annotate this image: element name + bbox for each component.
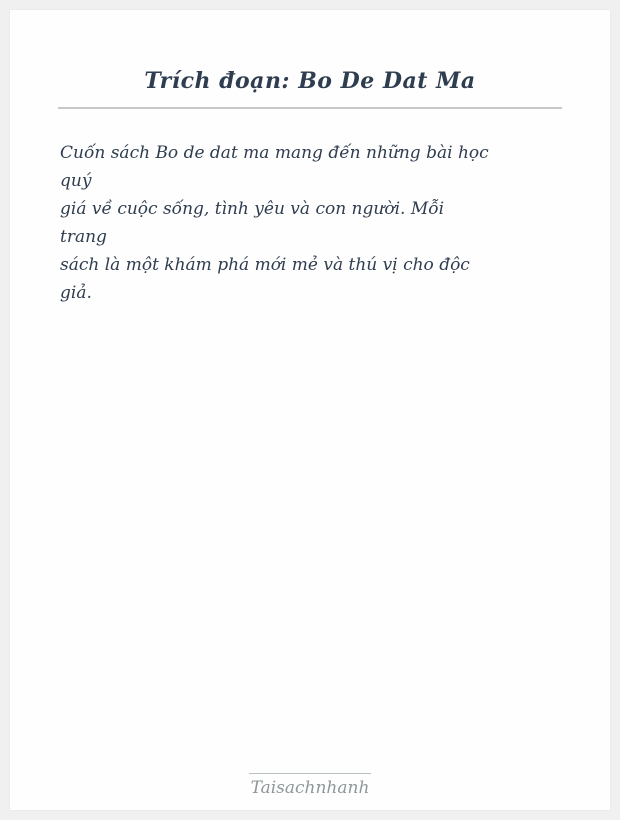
excerpt-line-6: giả. <box>60 283 92 303</box>
excerpt-line-1: Cuốn sách Bo de dat ma mang đến những bài học <box>60 143 489 163</box>
excerpt-line-3: giá về cuộc sống, tình yêu và con người. Mỗi <box>60 199 445 219</box>
excerpt-line-2: quý <box>60 171 92 191</box>
document-page <box>10 10 610 810</box>
excerpt-line-5: sách là một khám phá mới mẻ và thú vị cho độc <box>60 255 470 275</box>
page-footer <box>10 773 610 798</box>
page-title: Trích đoạn: Bo De Dat Ma <box>144 68 476 94</box>
footer-divider <box>249 773 371 774</box>
title-divider <box>58 107 562 109</box>
excerpt-line-4: trang <box>60 227 107 247</box>
site-name: Taisachnhanh <box>250 778 370 798</box>
excerpt-paragraph <box>60 139 562 307</box>
